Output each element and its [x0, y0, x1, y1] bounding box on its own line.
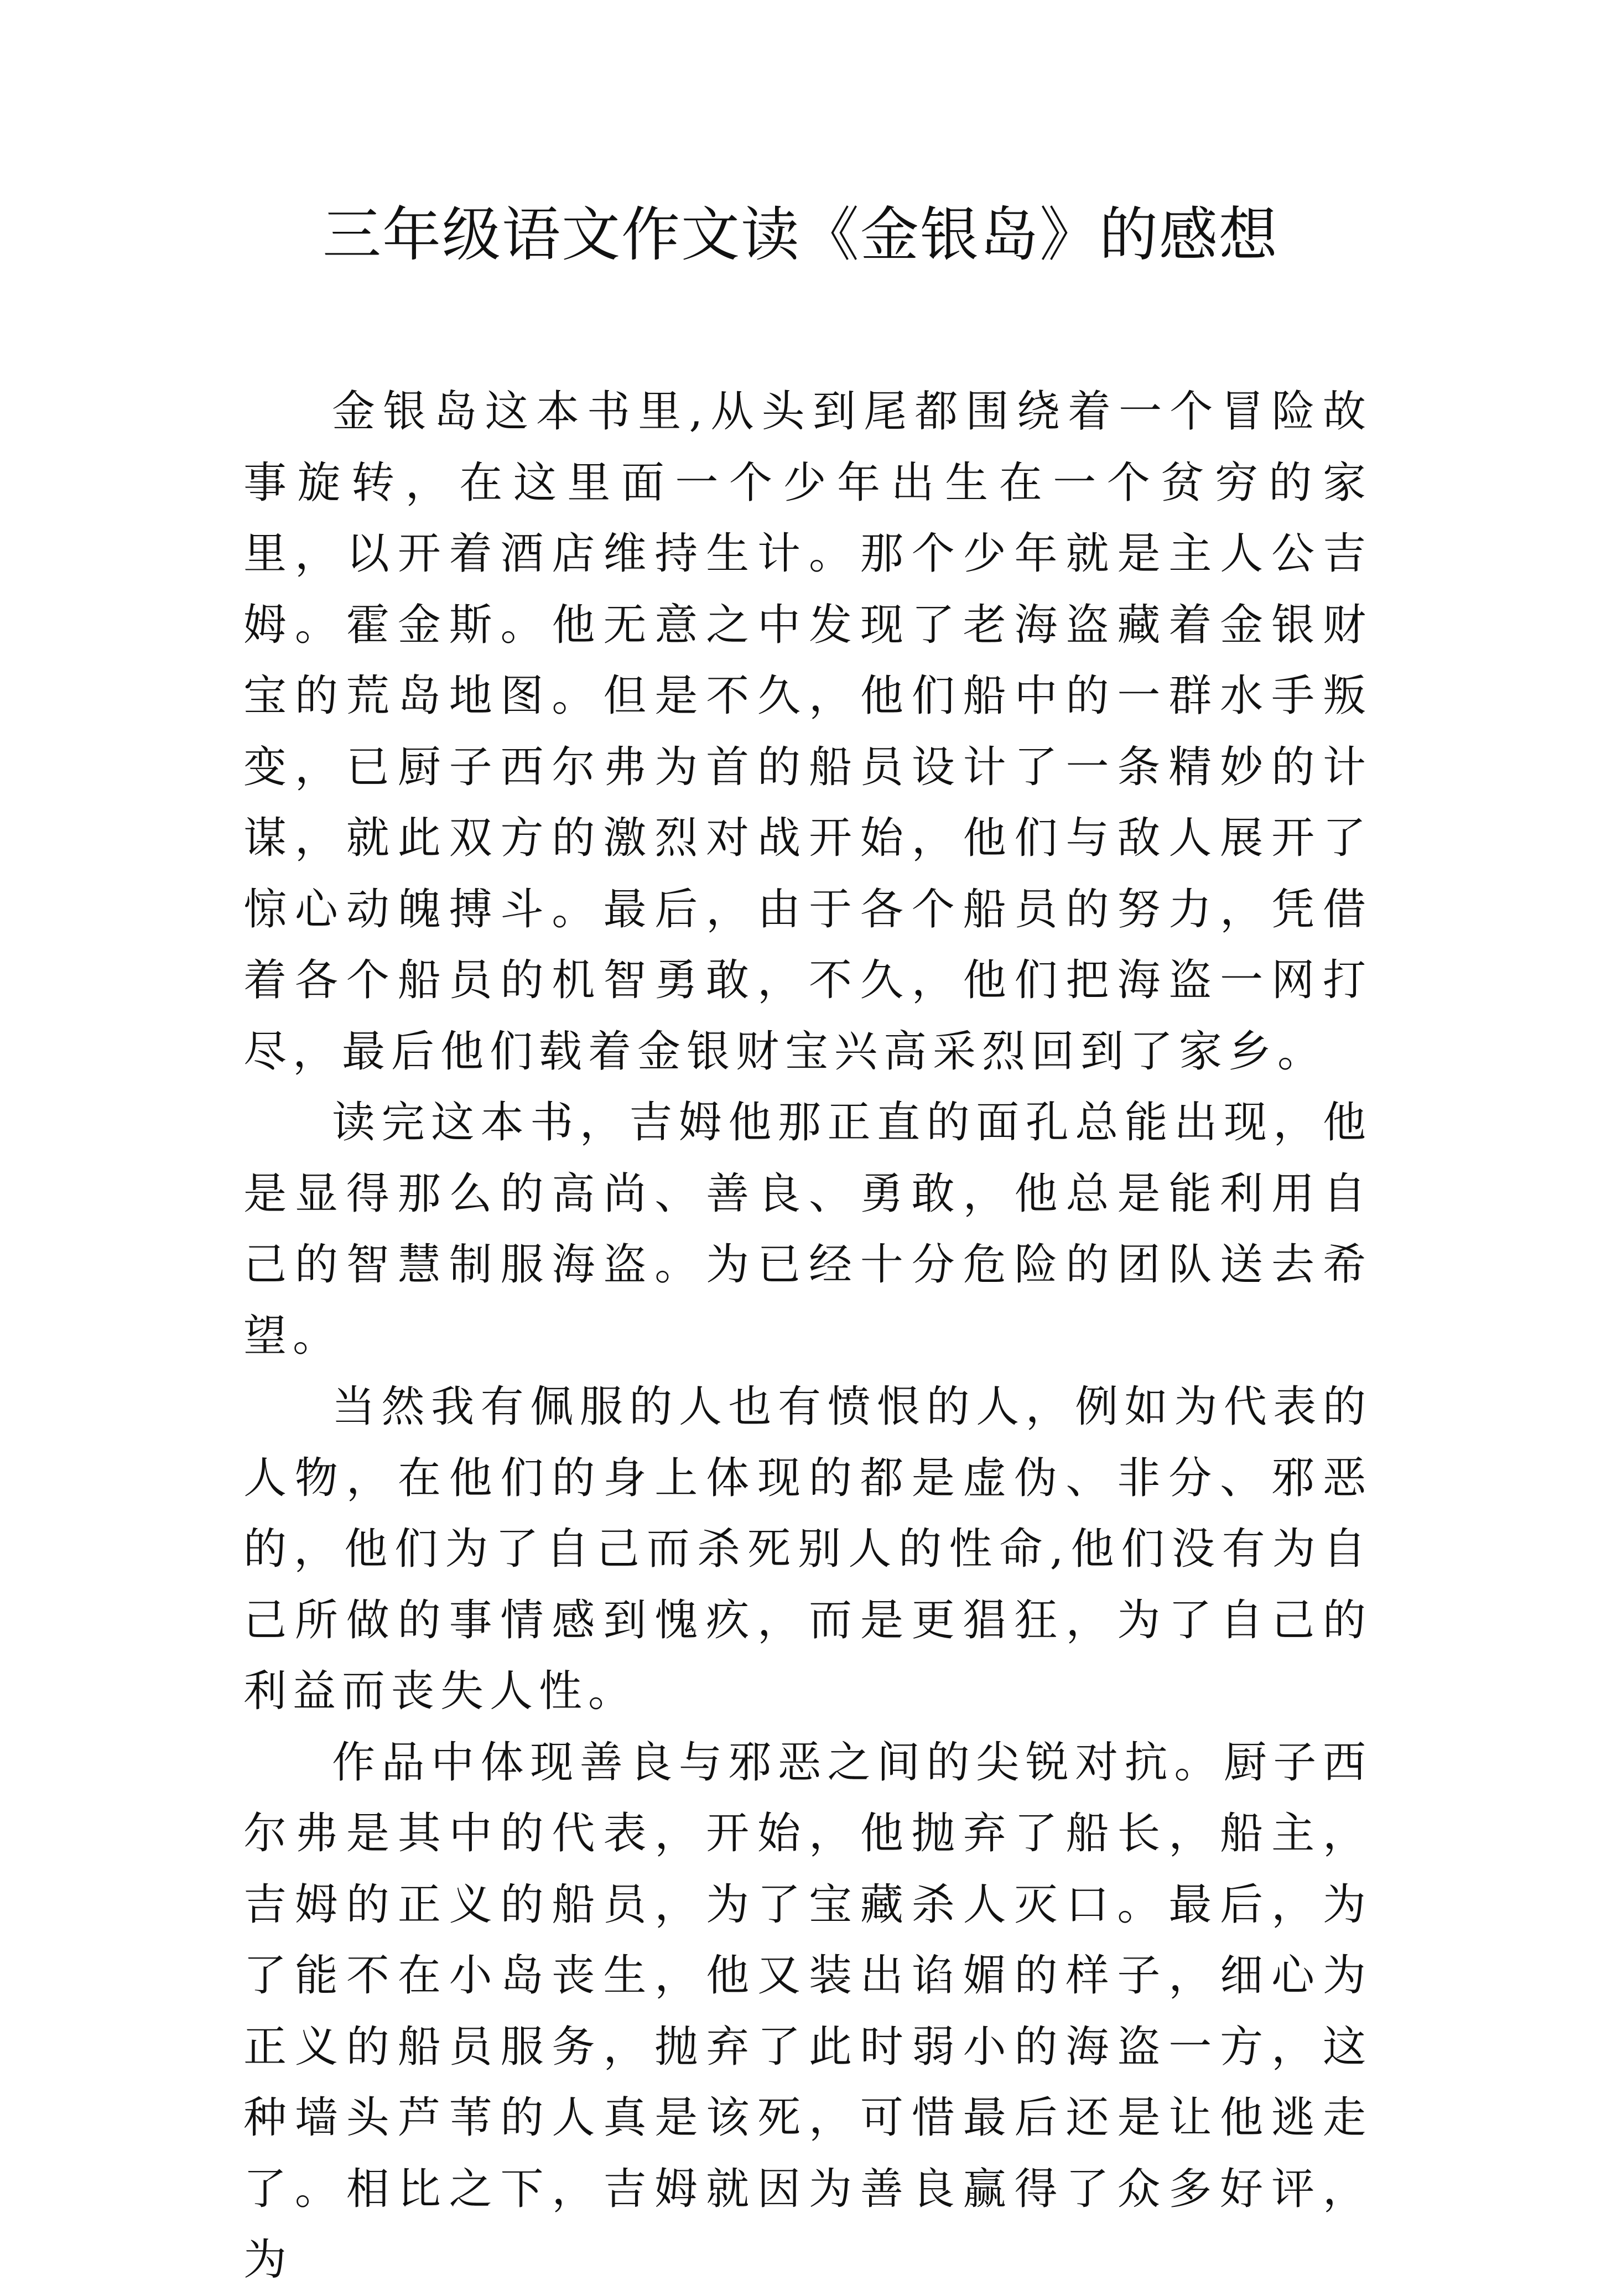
- paragraph: 读完这本书，吉姆他那正直的面孔总能出现，他是显得那么的高尚、善良、勇敢，他总是能利用自己的智慧制服海盗。为已经十分危险的团队送去希望。: [243, 1098, 1372, 1361]
- document-body: [243, 376, 1372, 2296]
- document-title: 三年级语文作文读《金银岛》的感想: [323, 201, 1278, 269]
- paragraph: 金银岛这本书里,从头到尾都围绕着一个冒险故事旋转，在这里面一个少年出生在一个贫穷的家里，以开着酒店维持生计。那个少年就是主人公吉姆。霍金斯。他无意之中发现了老海盗藏着金银财宝的荒岛地图。但是不久，他们船中的一群水手叛变，已厨子西尔弗为首的船员设计了一条精妙的计谋，就此双方的激烈对战开始，他们与敌人展开了惊心动魄搏斗。最后，由于各个船员的努力，凭借着各个船员的机智勇敢，不久，他们把海盗一网打尽，最后他们载着金银财宝兴高采烈回到了家乡。: [243, 387, 1372, 1077]
- paragraph: 作品中体现善良与邪恶之间的尖锐对抗。厨子西尔弗是其中的代表，开始，他抛弃了船长，船主，吉姆的正义的船员，为了宝藏杀人灭口。最后，为了能不在小岛丧生，他又装出谄媚的样子，细心为正义的船员服务，抛弃了此时弱小的海盗一方，这种墙头芦苇的人真是该死，可惜最后还是让他逃走了。相比之下，吉姆就因为善良赢得了众多好评，为: [243, 1737, 1372, 2285]
- paragraph: 当然我有佩服的人也有愤恨的人，例如为代表的人物，在他们的身上体现的都是虚伪、非分、邪恶的，他们为了自己而杀死别人的性命,他们没有为自己所做的事情感到愧疚，而是更猖狂，为了自己的利益而丧失人性。: [243, 1382, 1372, 1716]
